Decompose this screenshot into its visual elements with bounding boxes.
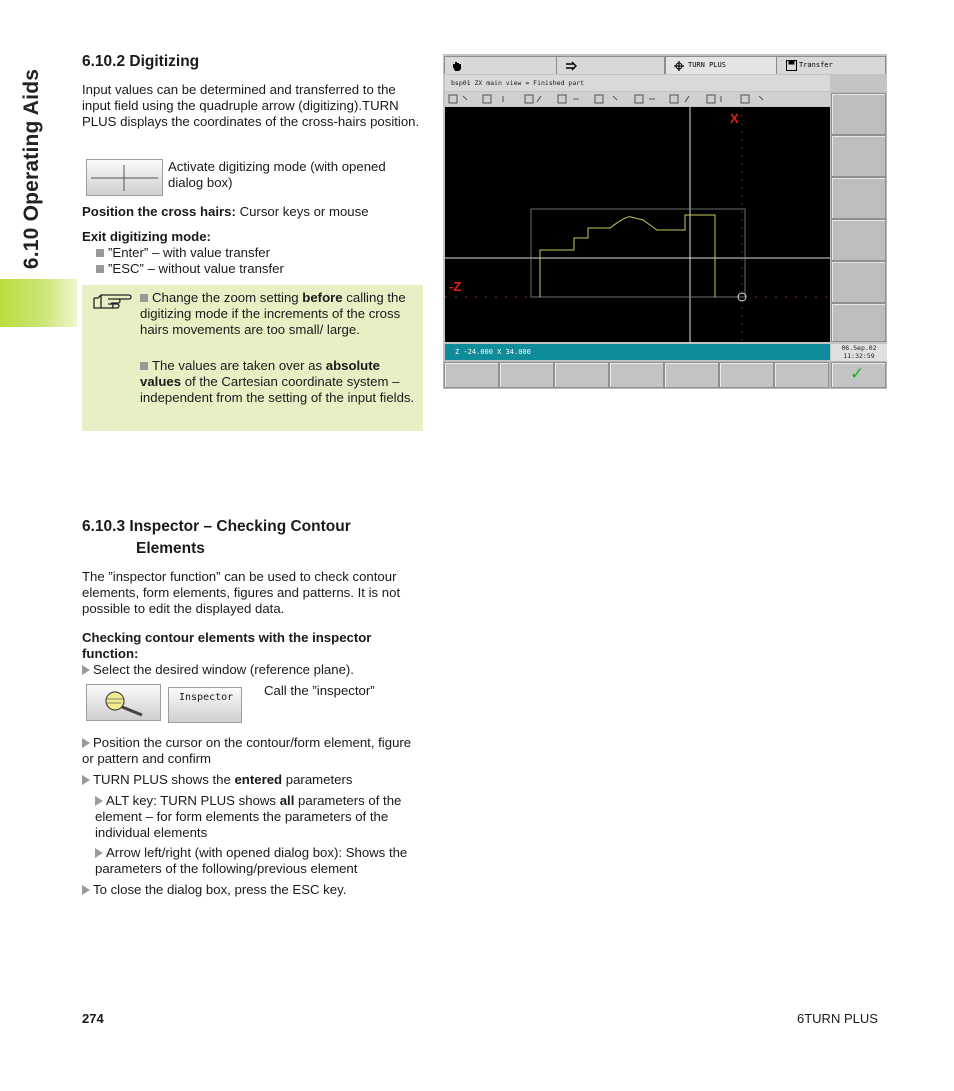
arrow-bullet-icon [95, 848, 103, 858]
step-shows-entered: TURN PLUS shows the entered parameters [82, 772, 422, 788]
z-axis-label: -Z [449, 279, 462, 294]
section-heading-inspector-line2: Elements [136, 540, 205, 557]
inspector-softkey-label: Inspector [179, 692, 234, 703]
page-number: 274 [82, 1011, 104, 1026]
crosshair-icon [87, 160, 162, 195]
transfer-arrow-icon [565, 61, 579, 71]
bottom-softkey[interactable] [499, 362, 554, 388]
bullet-square-icon [140, 362, 148, 370]
x-axis-label: X [730, 111, 739, 126]
toolbar-grid-icons[interactable] [445, 92, 830, 106]
bottom-softkey[interactable] [774, 362, 829, 388]
step-select-window: Select the desired window (reference plane). [82, 662, 422, 678]
position-crosshairs-line [82, 204, 422, 220]
arrow-bullet-icon [82, 885, 90, 895]
exit-label: Exit digitizing mode: [82, 229, 211, 244]
graphics-area[interactable] [445, 107, 830, 342]
exit-item: ”Enter” – with value transfer [96, 245, 270, 261]
bottom-softkey-bar [443, 361, 887, 389]
inspector-intro: The ”inspector function” can be used to check contour elements, form elements, figures and patterns. It is not possible to edit the displayed data. [82, 569, 401, 616]
chapter-side-title [12, 54, 52, 284]
coordinate-status-bar: Z -24.000 X 34.000 [445, 344, 830, 360]
arrow-bullet-icon [95, 796, 103, 806]
time-text: 11:32:59 [843, 352, 875, 360]
tab-transfer[interactable]: Transfer [776, 56, 886, 74]
vertical-softkey[interactable] [831, 261, 886, 303]
arrow-bullet-icon [82, 775, 90, 785]
vertical-softkey[interactable] [831, 93, 886, 135]
inspector-softkey[interactable] [168, 687, 242, 723]
magnifier-icon [87, 685, 160, 720]
date-text: 06.Sep.02 [841, 344, 877, 352]
pointing-hand-icon [92, 290, 132, 312]
turn-plus-icon [673, 60, 685, 72]
section-heading-digitizing: 6.10.2 Digitizing [82, 53, 200, 70]
view-info-line: bsp01 ZX main view = Finished part [445, 75, 830, 91]
chapter-title: 6.10 Operating Aids [20, 68, 43, 270]
exit-item: ”ESC” – without value transfer [96, 261, 284, 277]
vertical-softkey[interactable] [831, 219, 886, 261]
arrow-bullet-icon [82, 665, 90, 675]
digitizing-softkey[interactable] [86, 159, 163, 196]
turnplus-screenshot [443, 54, 887, 389]
hand-icon [451, 60, 463, 72]
vertical-softkey-bar [831, 92, 887, 342]
contour-graphic [445, 107, 830, 342]
position-label: Position the cross hairs: [82, 204, 236, 219]
inspector-magnifier-softkey[interactable] [86, 684, 161, 721]
sub-alt-key: ALT key: TURN PLUS shows all parameters of the element – for form elements the parameters of the individual elements [95, 793, 402, 840]
bottom-softkey[interactable] [664, 362, 719, 388]
view-toolbar [445, 92, 830, 106]
bottom-softkey[interactable] [609, 362, 664, 388]
activate-digitizing-text: Activate digitizing mode (with opened dialog box) [168, 159, 386, 190]
bullet-square-icon [96, 249, 104, 257]
digitizing-intro: Input values can be determined and transferred to the input field using the quadruple arrow (digitizing).TURN PLUS displays the coordinates of the cross-hairs position. [82, 82, 420, 129]
step-position-cursor: Position the cursor on the contour/form element, figure or pattern and confirm [82, 735, 412, 766]
arrow-bullet-icon [82, 738, 90, 748]
sub-arrow-keys: Arrow left/right (with opened dialog box): Shows the parameters of the following/previous element [95, 845, 408, 876]
bottom-softkey[interactable] [444, 362, 499, 388]
chapter-tab-marker [0, 279, 77, 327]
position-text: Cursor keys or mouse [235, 204, 369, 219]
floppy-disk-icon [786, 60, 797, 71]
note-box [82, 285, 423, 431]
bottom-softkey[interactable] [719, 362, 774, 388]
footer-chapter-name: 6TURN PLUS [797, 1011, 878, 1026]
call-inspector-text: Call the ”inspector” [264, 683, 375, 698]
datetime-box [831, 344, 887, 361]
note-absolute-values: The values are taken over as absolute values of the Cartesian coordinate system – independent from the setting of the input fields. [140, 358, 415, 405]
vertical-softkey[interactable] [831, 135, 886, 177]
tab-turn-plus[interactable]: TURN PLUS [665, 56, 777, 74]
bullet-square-icon [96, 265, 104, 273]
note-zoom: Change the zoom setting before calling the digitizing mode if the increments of the cross hairs movements are too small/ large. [140, 290, 406, 337]
tab-transfer-arrow[interactable] [556, 56, 665, 74]
confirm-button[interactable] [831, 362, 886, 388]
tab-hand[interactable] [444, 56, 557, 74]
check-icon: ✓ [850, 364, 865, 383]
vertical-softkey[interactable] [831, 177, 886, 219]
bottom-softkey[interactable] [554, 362, 609, 388]
inspector-check-label: Checking contour elements with the inspector function: [82, 630, 372, 661]
vertical-softkey[interactable] [831, 303, 886, 342]
step-close-dialog: To close the dialog box, press the ESC key. [82, 882, 422, 898]
section-heading-inspector: 6.10.3 Inspector – Checking Contour [82, 518, 351, 535]
bullet-square-icon [140, 294, 148, 302]
